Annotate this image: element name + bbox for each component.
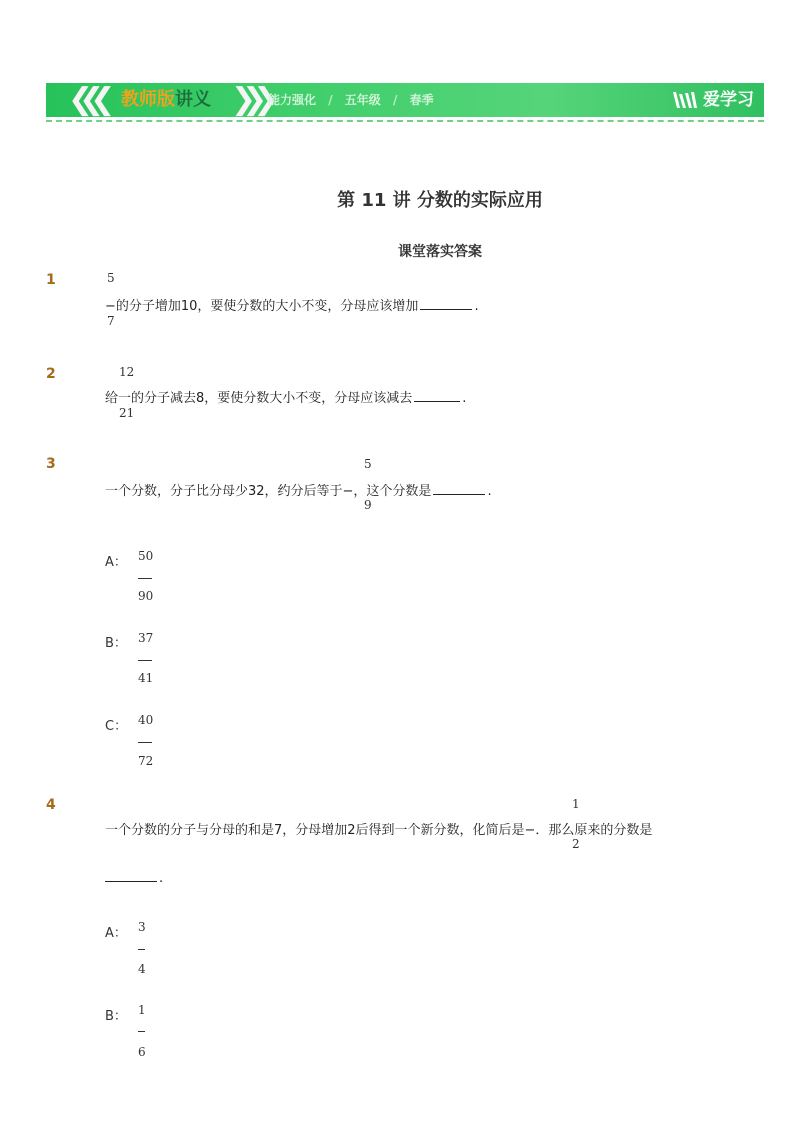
answer-blank	[105, 881, 157, 882]
fraction-numerator: 1	[572, 797, 580, 811]
option-c-numerator: 40	[138, 713, 154, 727]
fraction-numerator: 5	[364, 457, 372, 471]
question-text-continued	[105, 871, 163, 886]
fraction-bar	[138, 1031, 145, 1032]
teacher-edition-badge	[121, 83, 211, 117]
fraction-numerator: 12	[119, 365, 135, 379]
option-c-label[interactable]: C：	[105, 719, 128, 734]
answer-blank	[420, 309, 472, 310]
fraction-denominator: 9	[364, 498, 372, 512]
option-a-numerator: 3	[138, 920, 146, 934]
option-a-denominator: 90	[138, 589, 154, 603]
option-b-label[interactable]: B：	[105, 636, 127, 651]
badge-text-1: 教师版	[121, 89, 175, 110]
option-a-label[interactable]: A：	[105, 555, 127, 570]
double-chevron-left-icon: ❮❮❮	[68, 82, 102, 117]
question-stem: 给一的分子减去8，要使分数大小不变，分母应该减去	[105, 391, 413, 406]
breadcrumb	[268, 83, 434, 117]
question-text	[105, 295, 479, 314]
question-number: 4	[46, 797, 56, 813]
fraction-numerator: 5	[107, 271, 115, 285]
question-stem: 一个分数，分子比分母少32，约分后等于−，这个分数是	[105, 484, 432, 499]
question-number: 2	[46, 366, 56, 382]
double-chevron-right-icon: ❯❯❯	[231, 82, 265, 117]
fraction-bar	[138, 660, 152, 661]
question-end: .	[487, 484, 492, 499]
brand-logo	[671, 83, 754, 117]
header-bar	[46, 83, 764, 117]
question-end: .	[474, 299, 479, 314]
option-b-denominator: 41	[138, 671, 154, 685]
question-text	[105, 480, 492, 499]
header-divider	[46, 120, 764, 122]
option-b-numerator: 1	[138, 1003, 146, 1017]
option-b-denominator: 6	[138, 1045, 146, 1059]
question-number: 3	[46, 456, 56, 472]
crumb-grade: 五年级	[344, 93, 381, 107]
question-stem: 一个分数的分子与分母的和是7，分母增加2后得到一个新分数，化简后是−．那么原来的分数是	[105, 823, 653, 838]
fraction-denominator: 21	[119, 406, 135, 420]
fraction-bar	[138, 578, 152, 579]
answer-blank	[414, 401, 460, 402]
option-a-numerator: 50	[138, 549, 154, 563]
books-logo-icon	[671, 90, 699, 110]
section-subtitle: 课堂落实答案	[398, 244, 482, 260]
crumb-term: 春季	[409, 93, 434, 107]
option-c-denominator: 72	[138, 754, 154, 768]
option-b-numerator: 37	[138, 631, 154, 645]
logo-text: 爱学习	[703, 90, 754, 110]
answer-blank	[433, 494, 485, 495]
crumb-separator: /	[392, 93, 398, 107]
fraction-denominator: 7	[107, 314, 115, 328]
question-stem: −的分子增加10，要使分数的大小不变，分母应该增加	[105, 299, 419, 314]
question-end: .	[462, 391, 467, 406]
question-text	[105, 819, 652, 838]
question-end: .	[159, 871, 164, 886]
question-text	[105, 387, 466, 406]
lecture-title: 第 11 讲 分数的实际应用	[337, 190, 543, 211]
badge-text-2: 讲义	[175, 89, 211, 110]
option-b-label[interactable]: B：	[105, 1009, 127, 1024]
option-a-denominator: 4	[138, 962, 146, 976]
fraction-denominator: 2	[572, 837, 580, 851]
crumb-separator: /	[328, 93, 333, 107]
option-a-label[interactable]: A：	[105, 926, 127, 941]
fraction-bar	[138, 949, 145, 950]
crumb-topic: 能力强化	[268, 93, 317, 107]
fraction-bar	[138, 742, 152, 743]
question-number: 1	[46, 272, 56, 288]
